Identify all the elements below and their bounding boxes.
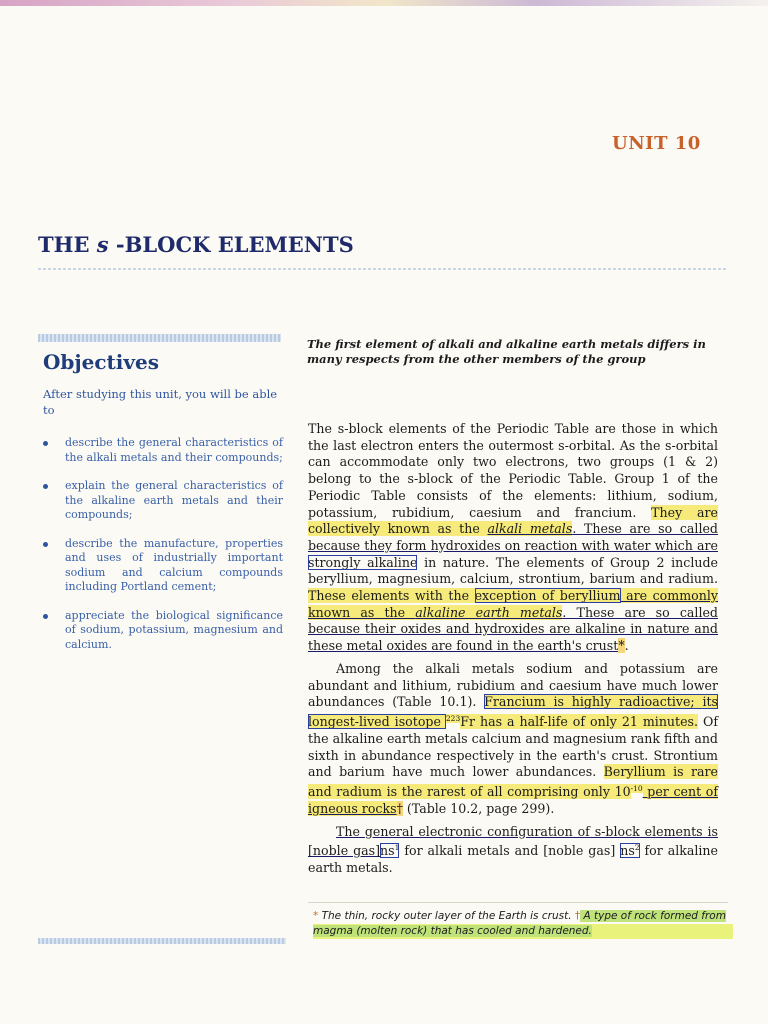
paragraph-3: The general electronic configuration of s-block elements is [noble $gas]ns^1$ for alkali metals and [noble gas] $ns^2$ for alkaline earth metals. [308, 823, 718, 876]
title-s: s [96, 232, 109, 257]
top-color-strip [0, 0, 768, 6]
title-rest: -BLOCK ELEMENTS [108, 232, 354, 257]
bullet-icon [43, 484, 48, 489]
bullet-icon [43, 441, 48, 446]
objective-item: explain the general characteristics of the alkaline earth metals and their compounds; [43, 479, 283, 523]
objective-item: describe the manufacture, properties and uses of industrially important sodium and calcium compounds including Portland cement; [43, 537, 283, 595]
objective-item: appreciate the biological significance of sodium, potassium, magnesium and calcium. [43, 609, 283, 653]
body-text [308, 421, 718, 883]
title-prefix: THE [38, 232, 97, 257]
paragraph-2: Among the alkali metals sodium and potassium are abundant and lithium, rubidium and caesium have much lower abundances (Table 10.1). Francium is highly radioactive; its longest-lived isotope $^{223}$Fr has a half-life of only 21 minutes. Of the alkaline earth metals calcium and magnesium rank fifth and sixth in abundance respectively in the earth's crust. Strontium and barium have much lower abundances. Beryllium is rare and radium is the rarest of all comprising only $10^{-10}$ per cent of igneous rocks† (Table 10.2, page 299). [308, 660, 719, 816]
objectives-bottom-bar [38, 938, 286, 944]
objective-item: describe the general characteristics of the alkali metals and their compounds; [43, 436, 283, 465]
title-divider [38, 268, 728, 270]
bullet-icon [43, 542, 48, 547]
objectives-heading: Objectives [43, 350, 159, 374]
bullet-icon [43, 614, 48, 619]
intro-heading: The first element of alkali and alkaline earth metals differs in many respects from the other members of the group [307, 337, 706, 366]
chapter-title [38, 232, 354, 257]
unit-label: UNIT 10 [612, 133, 701, 154]
objectives-list [43, 436, 283, 666]
objectives-top-bar [38, 334, 281, 342]
footnote: * The thin, rocky outer layer of the Earth is crust. † A type of rock formed from magma (molten rock) that has cooled and hardened. [313, 909, 733, 939]
paragraph-1: The s-block elements of the Periodic Table are those in which the last electron enters the outermost s-orbital. As the s-orbital can accommodate only two electrons, two groups (1 & 2) belong to the s-block of the Periodic Table. Group 1 of the Periodic Table consists of the elements: lithium, sodium, potassium, rubidium, caesium and francium. They are collectively known as the alkali metals. These are so called because they form hydroxides on reaction with water which are strongly alkaline in nature. The elements of Group 2 include beryllium, magnesium, calcium, strontium, barium and radium. These elements with the exception of beryllium are commonly known as the alkaline earth metals. These are so called because their oxides and hydroxides are alkaline in nature and these metal oxides are found in the earth's crust*. [308, 421, 718, 654]
footnote-divider [308, 902, 728, 903]
objectives-intro: After studying this unit, you will be able to [43, 387, 278, 417]
